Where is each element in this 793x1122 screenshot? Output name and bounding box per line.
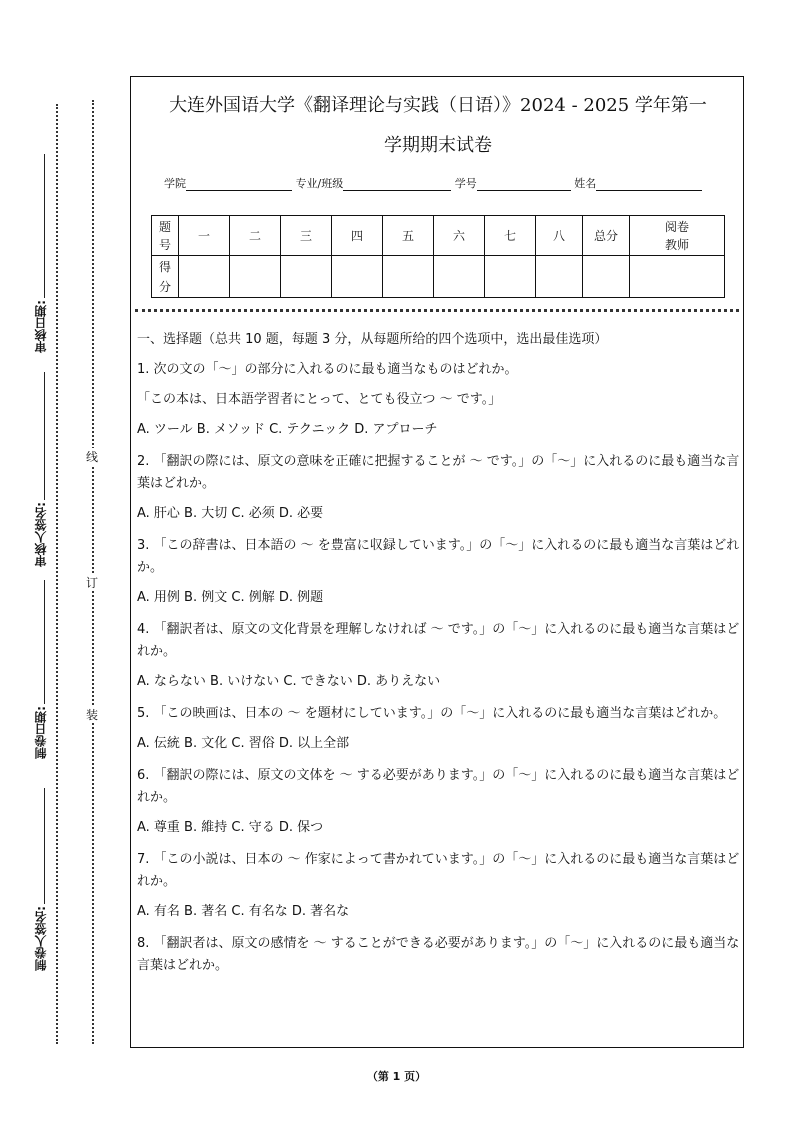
- question-8: 8. 「翻訳者は、原文の感情を ～ することができる必要があります。」の「～」に入れるのに最も適当な言葉はどれか。: [137, 936, 740, 973]
- question-5-options: A. 伝統 B. 文化 C. 習俗 D. 以上全部: [137, 736, 350, 751]
- question-5: 5. 「この映画は、日本の ～ を題材にしています。」の「～」に入れるのに最も適当な言葉はどれか。: [137, 706, 727, 721]
- score-table-score-head: 得 分: [152, 256, 179, 298]
- binding-char-bind: 订: [86, 576, 99, 590]
- reviewer-line1: 阅卷: [664, 219, 689, 234]
- score-col-1: 一: [179, 216, 230, 256]
- name-field[interactable]: [596, 178, 702, 191]
- score-table: [151, 215, 725, 298]
- question-3: 3. 「この辞書は、日本語の ～ を豊富に収録しています。」の「～」に入れるのに最も適当な言葉はどれか。: [137, 538, 740, 575]
- binding-char-line: 线: [86, 450, 99, 464]
- make-date-line: [44, 580, 45, 704]
- review-date-line: [44, 154, 45, 298]
- question-7-options: A. 有名 B. 著名 C. 有名な D. 著名な: [137, 904, 350, 919]
- score-cell-2[interactable]: [230, 256, 281, 298]
- review-date-label: 审核日期:: [34, 300, 48, 353]
- score-cell-reviewer[interactable]: [630, 256, 725, 298]
- college-field[interactable]: [186, 178, 292, 191]
- major-field[interactable]: [343, 178, 451, 191]
- score-cell-8[interactable]: [536, 256, 583, 298]
- score-col-6: 六: [434, 216, 485, 256]
- exam-frame: [130, 76, 744, 1048]
- question-4: 4. 「翻訳者は、原文の文化背景を理解しなければ ～ です。」の「～」に入れるのに最も適当な言葉はどれか。: [137, 622, 740, 659]
- score-cell-3[interactable]: [281, 256, 332, 298]
- reviewer-line2: 教师: [664, 237, 689, 252]
- major-label: 专业/班级: [295, 177, 344, 190]
- score-cell-6[interactable]: [434, 256, 485, 298]
- question-2-options: A. 肝心 B. 大切 C. 必须 D. 必要: [137, 506, 324, 521]
- question-1: 1. 次の文の「～」の部分に入れるのに最も適当なものはどれか。: [137, 362, 518, 377]
- reviewer-sign-line: [44, 372, 45, 500]
- question-7: 7. 「この小説は、日本の ～ 作家によって書かれています。」の「～」に入れるのに最も適当な言葉はどれか。: [137, 852, 740, 889]
- student-id-label: 学号: [454, 177, 477, 190]
- score-cell-1[interactable]: [179, 256, 230, 298]
- section-separator: [135, 309, 739, 312]
- reviewer-sign-label: 审核人签名:: [34, 502, 48, 567]
- binding-char-fold: 装: [86, 708, 99, 722]
- score-col-7: 七: [485, 216, 536, 256]
- question-6-options: A. 尊重 B. 維持 C. 守る D. 保つ: [137, 820, 324, 835]
- score-col-reviewer: [630, 216, 725, 256]
- binding-dotted-line: [92, 100, 94, 1044]
- maker-sign-label: 制卷人签名:: [34, 906, 48, 971]
- college-label: 学院: [164, 177, 186, 190]
- maker-sign-line: [44, 788, 45, 904]
- question-3-options: A. 用例 B. 例文 C. 例解 D. 例题: [137, 590, 324, 605]
- score-col-5: 五: [383, 216, 434, 256]
- question-6: 6. 「翻訳の際には、原文の文体を ～ する必要があります。」の「～」に入れるのに最も適当な言葉はどれか。: [137, 768, 740, 805]
- question-4-options: A. ならない B. いけない C. できない D. ありえない: [137, 674, 441, 689]
- score-col-8: 八: [536, 216, 583, 256]
- score-col-3: 三: [281, 216, 332, 256]
- score-cell-4[interactable]: [332, 256, 383, 298]
- question-1-options: A. ツール B. メソッド C. テクニック D. アプローチ: [137, 422, 438, 437]
- score-col-total: 总分: [583, 216, 630, 256]
- question-1-sentence: 「この本は、日本語学習者にとって、とても役立つ ～ です。」: [137, 392, 502, 407]
- section-heading: 一、选择题（总共 10 题，每题 3 分，从每题所给的四个选项中，选出最佳选项）: [137, 332, 608, 347]
- score-col-4: 四: [332, 216, 383, 256]
- score-table-question-head: 题 号: [152, 216, 179, 256]
- page-footer: （第 1 页）: [366, 1070, 427, 1083]
- exam-title-line1: 大连外国语大学《翻译理论与实践（日语）》2024 - 2025 学年第一: [169, 95, 707, 116]
- question-2: 2. 「翻訳の際には、原文の意味を正確に把握することが ～ です。」の「～」に入れるのに最も適当な言葉はどれか。: [137, 454, 740, 491]
- name-label: 姓名: [574, 177, 597, 190]
- margin-dotted-line-outer: [56, 104, 58, 1044]
- score-cell-7[interactable]: [485, 256, 536, 298]
- student-info-row: [164, 175, 702, 191]
- make-date-label: 制卷日期:: [34, 706, 48, 759]
- score-col-2: 二: [230, 216, 281, 256]
- score-cell-5[interactable]: [383, 256, 434, 298]
- student-id-field[interactable]: [477, 178, 571, 191]
- score-cell-total[interactable]: [583, 256, 630, 298]
- exam-title-line2: 学期期末试卷: [384, 135, 492, 156]
- questions-body: [137, 329, 741, 985]
